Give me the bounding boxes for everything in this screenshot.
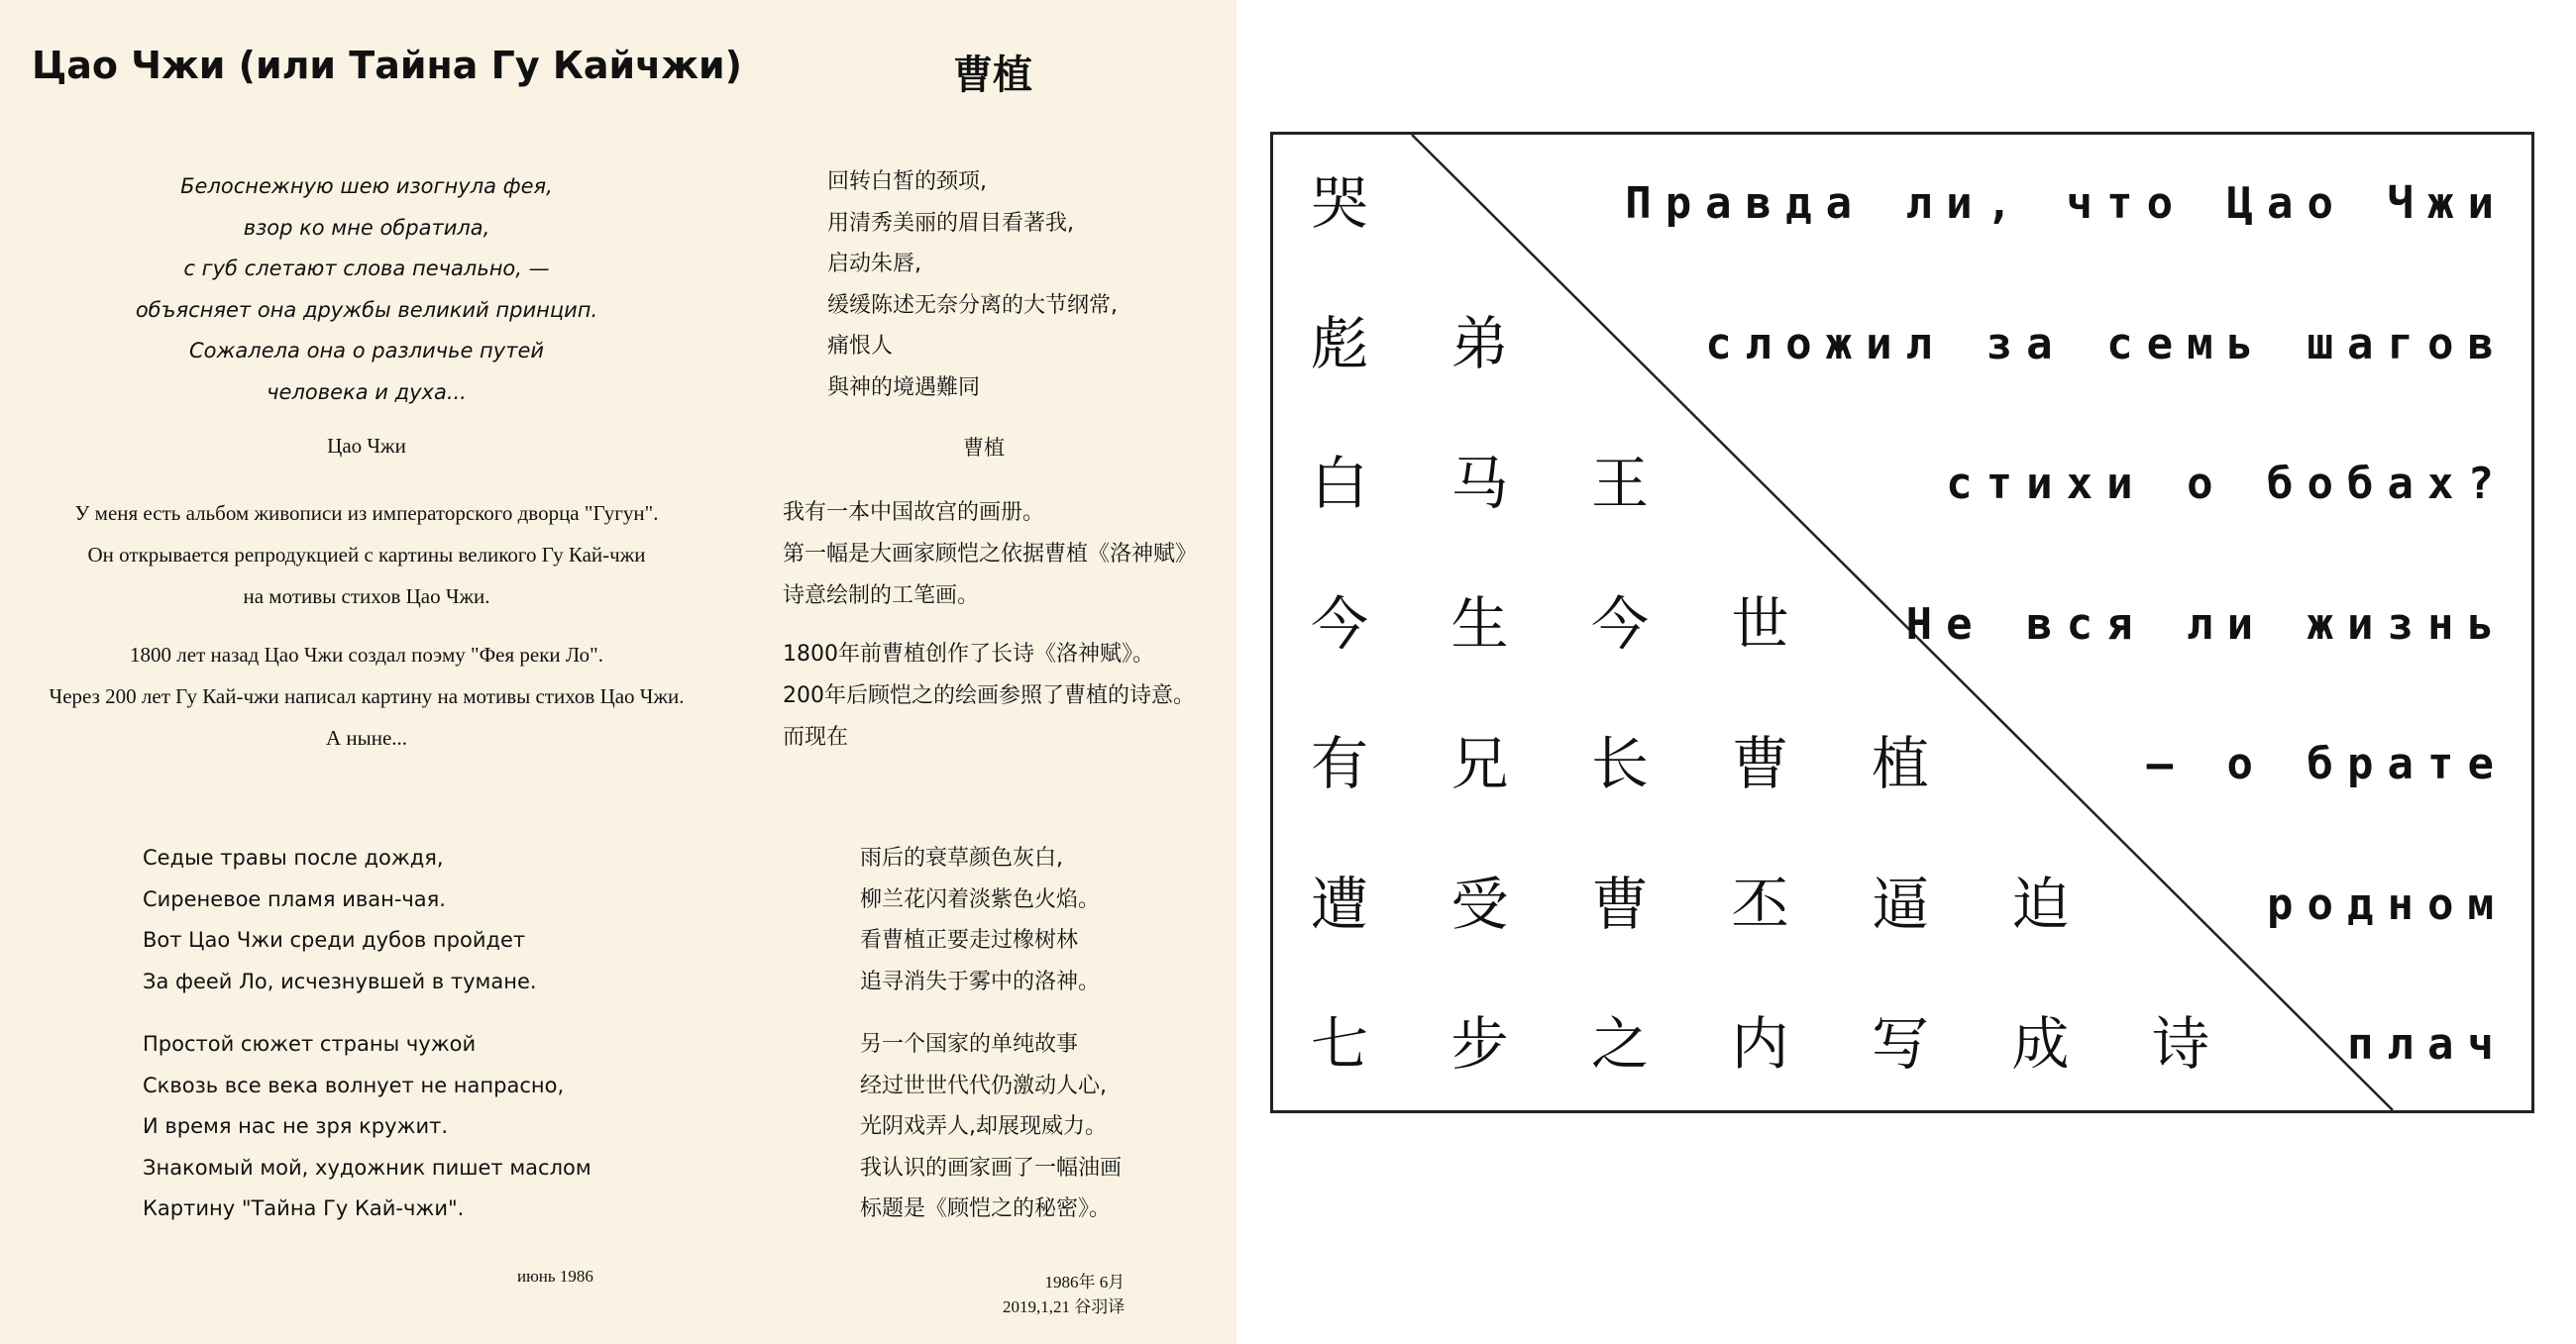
poem-line: 经过世世代代仍激动人心, — [860, 1073, 1107, 1098]
poem-line: Сквозь все века волнует не напрасно, — [143, 1073, 565, 1097]
paragraph-line: 而现在 — [783, 725, 849, 750]
poem-line: 回转白皙的颈项, — [827, 169, 987, 194]
paragraph-line: 第一幅是大画家顾恺之依据曹植《洛神赋》 — [783, 542, 1198, 567]
date-chinese — [1003, 1270, 1125, 1319]
triangle-russian-line: Правда ли, что Цао Чжи — [1625, 178, 2508, 229]
poem-line: 我认识的画家画了一幅油画 — [860, 1155, 1123, 1181]
poem-line: объясняет она дружбы великий принцип. — [135, 297, 598, 322]
triangle-russian-line: родном — [2267, 879, 2508, 930]
poem-line: 看曹植正要走过橡树林 — [860, 928, 1079, 953]
poem-line: Простой сюжет страны чужой — [143, 1032, 477, 1056]
triangle-character: 世 — [1731, 589, 1789, 658]
document-page — [0, 0, 1236, 1344]
paragraph-line: Он открывается репродукцией с картины великого Гу Кай-чжи — [87, 543, 646, 567]
date-russian: июнь 1986 — [517, 1267, 593, 1286]
poem-line: Сиреневое пламя иван-чая. — [143, 886, 446, 911]
paragraph-line: 1800年前曹植创作了长诗《洛神赋》。 — [783, 642, 1154, 667]
author-chinese: 曹植 — [963, 436, 1005, 460]
poem-line: Белоснежную шею изогнула фея, — [180, 174, 553, 198]
date-line: 1986年 6月 — [1044, 1273, 1126, 1292]
poem-line: 另一个国家的单纯故事 — [860, 1032, 1079, 1057]
triangle-character: 弟 — [1450, 309, 1509, 377]
paragraph-line: Через 200 лет Гу Кай-чжи написал картину на мотивы стихов Цао Чжи. — [49, 684, 685, 708]
poem2-chinese-stanza1 — [860, 838, 1100, 1002]
triangle-character: 兄 — [1450, 730, 1509, 797]
triangle-character: 逼 — [1872, 870, 1930, 938]
triangle-character: 今 — [1591, 589, 1650, 658]
title-russian: Цао Чжи (или Тайна Гу Кайчжи) — [32, 44, 743, 87]
poem1-chinese — [827, 161, 1118, 408]
triangle-character: 之 — [1591, 1010, 1650, 1078]
triangle-character: 迫 — [2011, 870, 2070, 938]
triangle-russian-line: — о брате — [2146, 739, 2508, 789]
triangle-character: 步 — [1450, 1010, 1509, 1078]
paragraph-line: 我有一本中国故宫的画册。 — [783, 500, 1045, 525]
triangle-character: 遭 — [1311, 870, 1369, 938]
triangle-russian-line: стихи о бобах? — [1946, 459, 2508, 509]
paragraph-line: 1800 лет назад Цао Чжи создал поэму "Фея реки Ло". — [130, 643, 603, 667]
poem-line: Вот Цао Чжи среди дубов пройдет — [143, 928, 526, 952]
triangle-russian-line: плач — [2347, 1019, 2508, 1070]
poem-line: Картину "Тайна Гу Кай-чжи". — [143, 1196, 465, 1220]
triangle-character: 内 — [1731, 1010, 1789, 1078]
poem-line: Седые травы после дождя, — [143, 846, 444, 870]
poem2-chinese-stanza2 — [860, 1024, 1122, 1230]
poem-line: 雨后的衰草颜色灰白, — [860, 846, 1063, 871]
paragraph2-russian — [0, 634, 733, 759]
triangle-character: 长 — [1591, 730, 1650, 797]
triangle-russian-line: сложил за семь шагов — [1705, 318, 2508, 369]
paragraph1-russian — [0, 492, 733, 617]
paragraph-line: на мотивы стихов Цао Чжи. — [243, 584, 490, 608]
poem-line: 标题是《顾恺之的秘密》。 — [860, 1196, 1112, 1221]
poem-line: человека и духа... — [267, 379, 467, 404]
paragraph-line: 诗意绘制的工笔画。 — [783, 583, 980, 608]
triangle-character: 今 — [1311, 589, 1369, 658]
triangle-character: 写 — [1872, 1010, 1930, 1078]
poem-line: 柳兰花闪着淡紫色火焰。 — [860, 886, 1101, 912]
triangle-character: 丕 — [1731, 870, 1789, 938]
paragraph-line: 200年后顾恺之的绘画参照了曹植的诗意。 — [783, 683, 1195, 708]
triangle-character: 王 — [1591, 450, 1650, 517]
paragraph-line: У меня есть альбом живописи из императорского дворца "Гугун". — [74, 501, 659, 525]
paragraph1-chinese — [783, 492, 1197, 617]
poem-line: с губ слетают слова печально, — — [183, 257, 550, 280]
triangle-character: 彪 — [1311, 309, 1369, 377]
triangle-character: 曹 — [1591, 870, 1650, 938]
triangle-character: 生 — [1450, 589, 1509, 658]
poem-line: 痛恨人 — [827, 334, 894, 359]
title-chinese: 曹植 — [953, 52, 1032, 98]
poem-line: Сожалела она о различье путей — [188, 339, 545, 362]
poem-line: взор ко мне обратила, — [243, 215, 490, 240]
triangle-character: 曹 — [1731, 730, 1789, 797]
poem-line: 启动朱唇, — [827, 252, 921, 276]
author-russian: Цао Чжи — [327, 434, 406, 458]
triangle-character: 白 — [1311, 450, 1369, 517]
triangle-russian-line: Не вся ли жизнь — [1905, 598, 2508, 650]
triangle-character: 受 — [1450, 870, 1509, 938]
poem-line: 用清秀美丽的眉目看著我, — [827, 210, 1074, 236]
triangle-character: 植 — [1872, 730, 1930, 797]
poem-line: И время нас не зря кружит. — [143, 1114, 449, 1138]
date-line: 2019,1,21 谷羽译 — [1003, 1297, 1126, 1316]
poem-line: 與神的境遇難同 — [827, 374, 981, 400]
triangle-character: 成 — [2011, 1010, 2070, 1078]
poem-line: 追寻消失于雾中的洛神。 — [860, 969, 1101, 994]
poem1-russian — [40, 166, 694, 413]
poem-triangle-box — [1270, 132, 2534, 1113]
triangle-character: 有 — [1311, 730, 1369, 797]
triangle-character: 七 — [1311, 1010, 1369, 1078]
poem2-russian-stanza1 — [143, 838, 537, 1002]
triangle-character: 马 — [1450, 450, 1509, 517]
paragraph-line: А ныне... — [325, 726, 408, 750]
triangle-character: 诗 — [2152, 1010, 2210, 1078]
poem-line: За феей Ло, исчезнувшей в тумане. — [143, 969, 537, 993]
paragraph2-chinese — [783, 634, 1195, 759]
poem-line: 光阴戏弄人,却展现威力。 — [860, 1114, 1107, 1139]
poem-line: 缓缓陈述无奈分离的大节纲常, — [827, 292, 1118, 318]
poem-line: Знакомый мой, художник пишет маслом — [143, 1155, 591, 1180]
poem2-russian-stanza2 — [143, 1024, 591, 1230]
triangle-character: 哭 — [1311, 169, 1369, 237]
